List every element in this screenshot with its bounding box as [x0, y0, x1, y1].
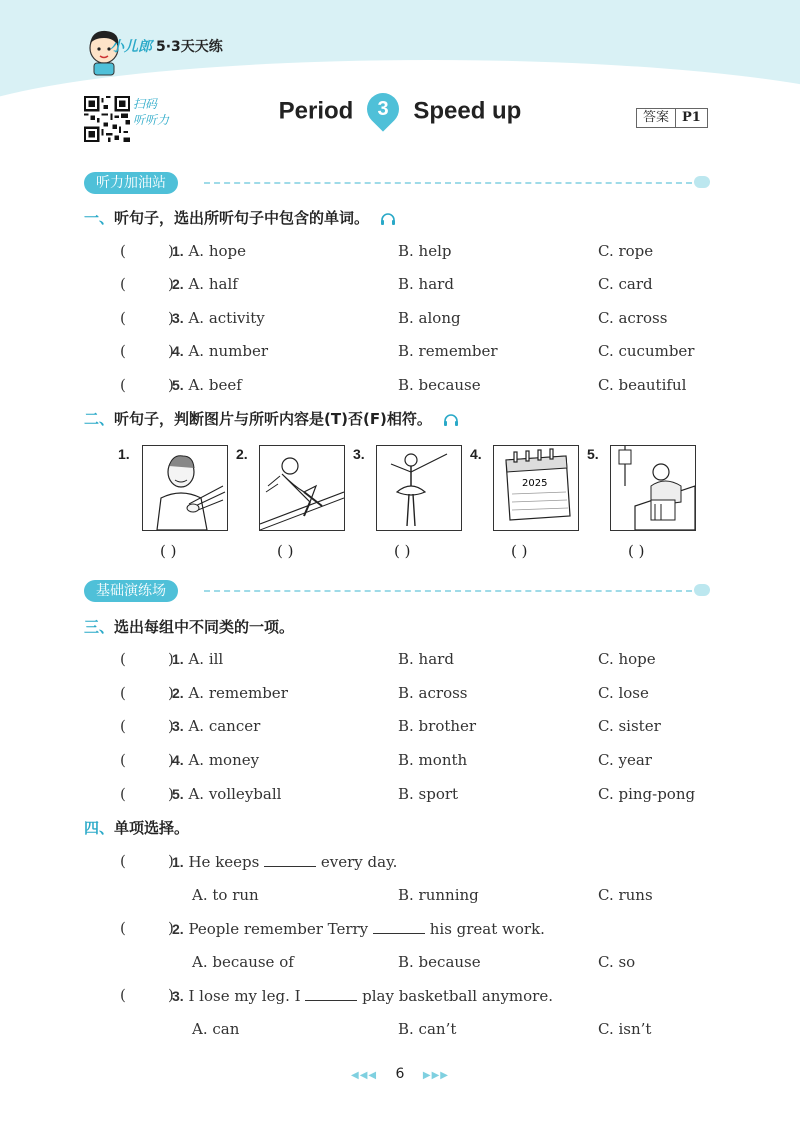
prev-arrows-icon: ◀◀◀ [351, 1070, 378, 1081]
item-number: 1. [172, 651, 184, 667]
answer-blank-right[interactable]: ) [168, 717, 174, 735]
sentence-part-2: play basketball anymore. [362, 987, 553, 1005]
option-c: C. year [598, 751, 652, 769]
item-number: 1. [172, 854, 184, 870]
option-a: A. volleyball [188, 785, 282, 803]
answer-blank-right[interactable]: ) [168, 751, 174, 769]
question-text: 选出每组中不同类的一项。 [114, 618, 295, 636]
sentence-part-2: every day. [320, 853, 398, 871]
option-b: B. month [398, 751, 468, 769]
option-c: C. isn’t [598, 1020, 652, 1038]
answer-blank-left[interactable]: ( [120, 309, 126, 327]
headphones-icon[interactable] [443, 414, 459, 426]
banner-dashed-line [204, 590, 692, 592]
options-row [120, 1018, 720, 1040]
title-topic: Speed up [413, 97, 522, 125]
option-b: B. sport [398, 785, 459, 803]
answer-blank-right[interactable]: ) [168, 986, 174, 1004]
option-b: B. running [398, 886, 479, 904]
list-item [120, 850, 720, 872]
answer-blank-right[interactable]: ) [168, 852, 174, 870]
option-a: A. hope [188, 242, 247, 260]
option-b: B. because [398, 953, 481, 971]
answer-key-box[interactable] [636, 108, 708, 128]
question-number: 四、 [84, 819, 115, 837]
options-row [120, 884, 720, 906]
list-item [120, 273, 720, 295]
option-a: A. activity [188, 309, 265, 327]
item-number: 5. [172, 377, 184, 393]
scan-line-1: 扫码 [133, 97, 158, 111]
item-number: 3. [172, 310, 184, 326]
option-a: A. remember [188, 684, 288, 702]
title-number: 3 [377, 98, 389, 120]
item-number: 1. [172, 243, 184, 259]
picture-1-old-man [142, 445, 228, 531]
option-c: C. card [598, 275, 653, 293]
options-row [120, 951, 720, 973]
answer-blank-left[interactable]: ( [120, 919, 126, 937]
brand-cn: 小儿郎 [110, 39, 152, 55]
question-text: 单项选择。 [114, 819, 190, 837]
title-period: Period [278, 97, 354, 125]
answer-blank-right[interactable]: ) [168, 650, 174, 668]
list-item [120, 984, 720, 1006]
option-b: B. can’t [398, 1020, 457, 1038]
calendar-illustration [494, 446, 578, 530]
option-a: A. because of [192, 953, 294, 971]
old-man-illustration [143, 446, 227, 530]
question-number: 一、 [84, 209, 115, 227]
picture-2-runner [259, 445, 345, 531]
banner-label: 听力加油站 [84, 172, 178, 194]
option-a: A. can [192, 1020, 240, 1038]
runner-illustration [260, 446, 344, 530]
page-footer [0, 1066, 800, 1082]
answer-page: P1 [675, 109, 707, 127]
option-c: C. sister [598, 717, 661, 735]
sentence-part-2: his great work. [429, 920, 545, 938]
option-b: B. across [398, 684, 468, 702]
section-banner-basics [84, 580, 710, 602]
banner-end-cap [694, 584, 710, 596]
answer-blank-right[interactable]: ) [168, 342, 174, 360]
option-b: B. remember [398, 342, 498, 360]
section-banner-listening [84, 172, 710, 194]
banner-label: 基础演练场 [84, 580, 178, 602]
page-number: 6 [395, 1066, 405, 1082]
option-a: A. half [188, 275, 238, 293]
item-number: 2. [172, 921, 184, 937]
question-4-heading [84, 817, 189, 838]
option-c: C. runs [598, 886, 653, 904]
option-c: C. rope [598, 242, 654, 260]
answer-blank-left[interactable]: ( [120, 852, 126, 870]
option-b: B. brother [398, 717, 477, 735]
answer-blank[interactable]: ( ) [394, 542, 411, 560]
answer-blank-left[interactable]: ( [120, 751, 126, 769]
answer-blank-left[interactable]: ( [120, 684, 126, 702]
sentence-part-1: He keeps [188, 853, 260, 871]
option-c: C. lose [598, 684, 649, 702]
answer-blank[interactable]: ( ) [160, 542, 177, 560]
answer-blank-left[interactable]: ( [120, 275, 126, 293]
answer-label: 答案 [643, 110, 670, 125]
answer-blank-right[interactable]: ) [168, 684, 174, 702]
answer-blank[interactable]: ( ) [628, 542, 645, 560]
scan-line-2: 听听力 [133, 113, 170, 127]
fill-in-blank[interactable] [373, 917, 425, 934]
option-c: C. cucumber [598, 342, 695, 360]
option-c: C. ping-pong [598, 785, 696, 803]
picture-number: 4. [470, 446, 482, 462]
option-b: B. because [398, 376, 481, 394]
option-a: A. ill [188, 650, 224, 668]
list-item [120, 340, 720, 362]
brand-title [110, 36, 223, 56]
list-item [120, 682, 720, 704]
answer-blank-right[interactable]: ) [168, 376, 174, 394]
list-item [120, 648, 720, 670]
list-item [120, 240, 720, 262]
option-a: A. cancer [188, 717, 261, 735]
question-3-heading [84, 616, 294, 637]
option-a: A. beef [188, 376, 242, 394]
option-a: A. money [188, 751, 260, 769]
question-number: 三、 [84, 618, 115, 636]
picture-3-ballerina [376, 445, 462, 531]
item-number: 2. [172, 685, 184, 701]
option-b: B. help [398, 242, 452, 260]
banner-dashed-line [204, 182, 692, 184]
fill-in-blank[interactable] [305, 984, 357, 1001]
picture-number: 2. [236, 446, 248, 462]
item-number: 2. [172, 276, 184, 292]
ballerina-illustration [377, 446, 461, 530]
option-b: B. hard [398, 650, 454, 668]
answer-blank-left[interactable]: ( [120, 785, 126, 803]
item-number: 3. [172, 718, 184, 734]
sentence-part-1: People remember Terry [188, 920, 369, 938]
question-text: 听句子，选出所听句子中包含的单词。 [114, 209, 370, 227]
list-item [120, 749, 720, 771]
option-c: C. so [598, 953, 636, 971]
answer-blank-right[interactable]: ) [168, 919, 174, 937]
option-a: A. number [188, 342, 269, 360]
next-arrows-icon: ▶▶▶ [422, 1070, 449, 1081]
option-c: C. across [598, 309, 668, 327]
option-c: C. hope [598, 650, 656, 668]
option-c: C. beautiful [598, 376, 687, 394]
picture-4-calendar [493, 445, 579, 531]
list-item [120, 715, 720, 737]
answer-blank-right[interactable]: ) [168, 242, 174, 260]
answer-blank-left[interactable]: ( [120, 242, 126, 260]
option-b: B. along [398, 309, 461, 327]
list-item [120, 783, 720, 805]
headphones-icon[interactable] [380, 213, 396, 225]
list-item [120, 917, 720, 939]
banner-end-cap [694, 176, 710, 188]
answer-blank[interactable]: ( ) [277, 542, 294, 560]
brand-rest: 5·3天天练 [156, 39, 223, 55]
answer-blank-left[interactable]: ( [120, 376, 126, 394]
picture-number: 5. [587, 446, 599, 462]
picture-5-hospital [610, 445, 696, 531]
list-item [120, 374, 720, 396]
question-number: 二、 [84, 410, 115, 428]
answer-blank[interactable]: ( ) [511, 542, 528, 560]
item-number: 4. [172, 752, 184, 768]
answer-blank-right[interactable]: ) [168, 309, 174, 327]
item-number: 3. [172, 988, 184, 1004]
picture-number: 3. [353, 446, 365, 462]
option-b: B. hard [398, 275, 454, 293]
header-curve [0, 60, 800, 260]
question-text: 听句子，判断图片与所听内容是(T)否(F)相符。 [114, 410, 432, 428]
question-1-heading [84, 207, 396, 228]
answer-blank-left[interactable]: ( [120, 650, 126, 668]
answer-blank-right[interactable]: ) [168, 275, 174, 293]
item-number: 5. [172, 786, 184, 802]
calendar-year: 2025 [522, 478, 548, 489]
sentence-part-1: I lose my leg. I [188, 987, 301, 1005]
list-item [120, 307, 720, 329]
picture-number: 1. [118, 446, 130, 462]
answer-blank-left[interactable]: ( [120, 986, 126, 1004]
hospital-illustration [611, 446, 695, 530]
answer-blank-left[interactable]: ( [120, 342, 126, 360]
answer-blank-right[interactable]: ) [168, 785, 174, 803]
option-a: A. to run [192, 886, 259, 904]
question-2-heading [84, 408, 459, 429]
fill-in-blank[interactable] [264, 850, 316, 867]
item-number: 4. [172, 343, 184, 359]
answer-blank-left[interactable]: ( [120, 717, 126, 735]
